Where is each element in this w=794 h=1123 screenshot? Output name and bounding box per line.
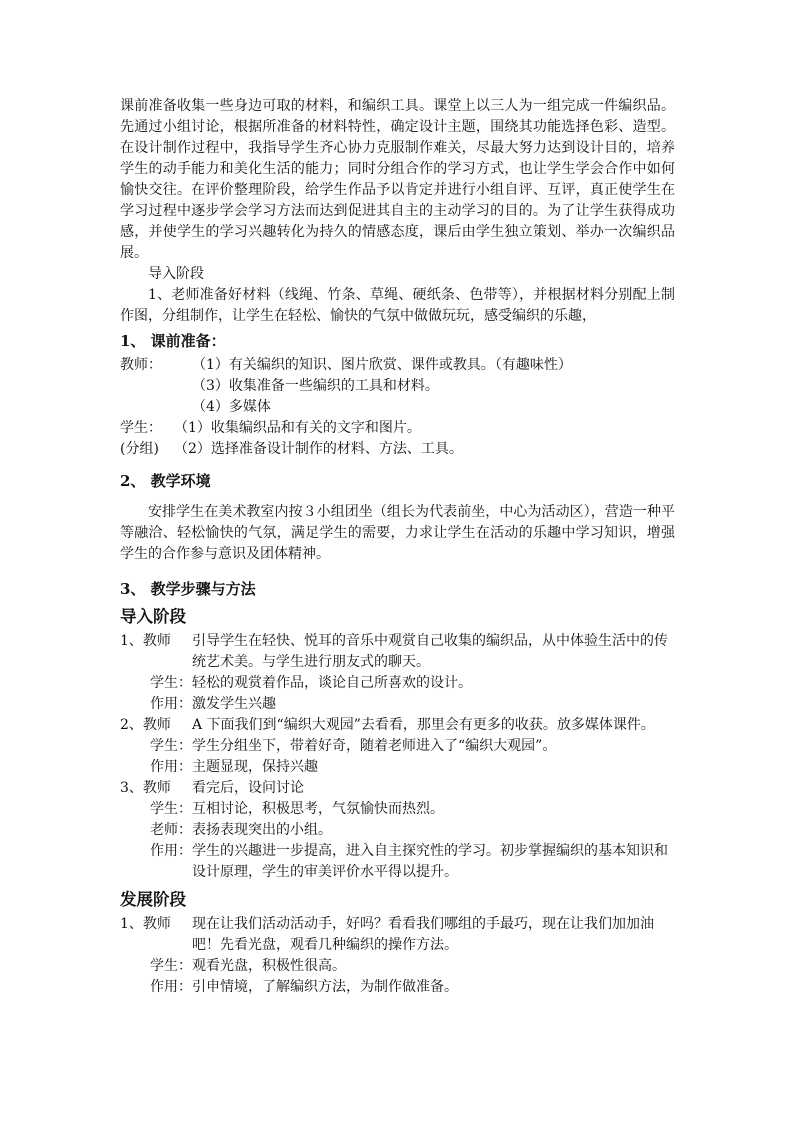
step-row [120, 820, 675, 841]
teacher-row [120, 376, 675, 397]
step-row [120, 694, 675, 715]
teacher-label: 教师： [120, 357, 162, 373]
intro-paragraph-2: 1、老师准备好材料（线绳、竹条、草绳、硬纸条、色带等），并根据材料分别配上制作图，分组制作，让学生在轻松、愉快的气氛中做做玩玩，感受编织的乐趣， [120, 287, 675, 324]
student-label: 学生： [120, 420, 162, 436]
step-row [120, 799, 675, 820]
step-row [120, 631, 675, 673]
step-row [120, 673, 675, 694]
step-label: 学生： [150, 801, 192, 817]
student-row [120, 418, 675, 439]
teacher-row [120, 355, 675, 376]
step-row [120, 715, 675, 736]
step-text: 看完后，设问讨论 [192, 780, 304, 796]
group-row [120, 439, 675, 460]
step-label: 学生： [150, 675, 192, 691]
step-row [120, 736, 675, 757]
step-label: 老师： [150, 822, 192, 838]
step-text: 引申情境，了解编织方法，为制作做准备。 [192, 979, 458, 995]
step-text: 现在让我们活动活动手，好吗？看看我们哪组的手最巧，现在让我们加加油吧！先看光盘，观看几种编织的操作方法。 [192, 916, 654, 953]
step-label: 1、教师 [120, 916, 171, 932]
step-text: 学生的兴趣进一步提高，进入自主探究性的学习。初步掌握编织的基本知识和设计原理，学生的审美评价水平得以提升。 [192, 843, 668, 880]
stage-intro-rows [120, 631, 675, 883]
step-text: 互相讨论，积极思考，气氛愉快而热烈。 [192, 801, 444, 817]
step-label: 作用： [150, 979, 192, 995]
step-label: 作用： [150, 843, 192, 859]
step-row [120, 778, 675, 799]
step-label: 学生： [150, 738, 192, 754]
step-label: 作用： [150, 696, 192, 712]
step-row [120, 956, 675, 977]
student-item: （1）收集编织品和有关的文字和图片。 [174, 420, 421, 436]
intro-paragraph: 课前准备收集一些身边可取的材料，和编织工具。课堂上以三人为一组完成一件编织品。先通过小组讨论，根据所准备的材料特性，确定设计主题，围绕其功能选择色彩、造型。在设计制作过程中，我指导学生齐心协力克服制作难关，尽最大努力达到设计目的，培养学生的动手能力和美化生活的能力；同时分组合作的学习方式，也让学生学会合作中如何愉快交往。在评价整理阶段，给学生作品予以肯定并进行小组自评、互评，真正使学生在学习过程中逐步学会学习方法而达到促进其自主的主动学习的目的。为了让学生获得成功感，并使学生的学习兴趣转化为持久的情感态度，课后由学生独立策划、举办一次编织品展。 [120, 98, 675, 261]
step-label: 3、教师 [120, 780, 171, 796]
teacher-row [120, 397, 675, 418]
step-text: 激发学生兴趣 [192, 696, 276, 712]
stage-development-rows [120, 914, 675, 998]
document-body [120, 96, 675, 998]
teacher-item-2: （3）收集准备一些编织的工具和材料。 [192, 378, 439, 394]
section-heading-steps: 3、 教学步骤与方法 [120, 580, 256, 598]
environment-paragraph: 安排学生在美术教室内按３小组团坐（组长为代表前坐，中心为活动区），营造一种平等融洽、轻松愉快的气氛，满足学生的需要，力求让学生在活动的乐趣中学习知识，增强学生的合作参与意识及团体精神。 [120, 504, 675, 562]
stage-title-development: 发展阶段 [120, 890, 186, 909]
step-label: 学生： [150, 958, 192, 974]
group-label: (分组) [120, 441, 159, 457]
step-text: 引导学生在轻快、悦耳的音乐中观赏自己收集的编织品，从中体验生活中的传统艺术美。与学生进行朋友式的聊天。 [192, 633, 668, 670]
group-item: （2）选择准备设计制作的材料、方法、工具。 [174, 441, 463, 457]
step-row [120, 914, 675, 956]
teacher-item-3: （4）多媒体 [192, 399, 271, 415]
teacher-item-1: （1）有关编织的知识、图片欣赏、课件或教具。（有趣味性） [192, 357, 572, 373]
step-text: 主题显现，保持兴趣 [192, 759, 318, 775]
step-row [120, 841, 675, 883]
step-row [120, 757, 675, 778]
step-label: 作用： [150, 759, 192, 775]
step-text: 观看光盘，积极性很高。 [192, 958, 346, 974]
section-heading-environment: 2、 教学环境 [120, 472, 211, 490]
section-heading-preparation: 1、 课前准备： [120, 332, 226, 350]
step-row [120, 977, 675, 998]
step-text: 表扬表现突出的小组。 [192, 822, 332, 838]
stage-title-intro: 导入阶段 [120, 607, 186, 626]
step-label: 2、教师 [120, 717, 171, 733]
step-text: 轻松的观赏着作品，谈论自己所喜欢的设计。 [192, 675, 472, 691]
step-text: 学生分组坐下，带着好奇，随着老师进入了“编织大观园”。 [192, 738, 557, 754]
step-text: A 下面我们到“编织大观园”去看看，那里会有更多的收获。放多媒体课件。 [192, 717, 655, 733]
stage-label: 导入阶段 [148, 266, 204, 282]
step-label: 1、教师 [120, 633, 171, 649]
